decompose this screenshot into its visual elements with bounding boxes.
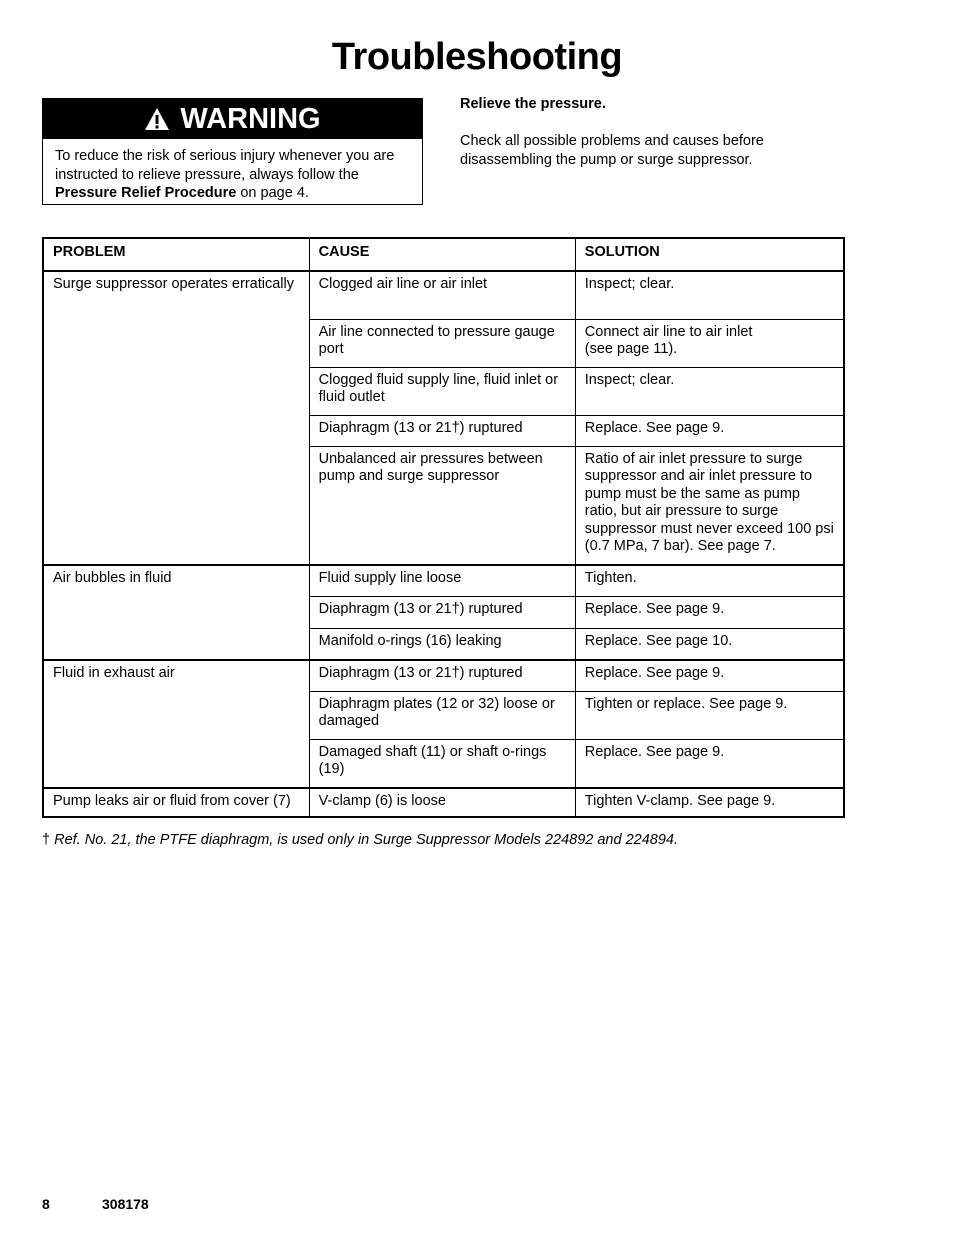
table-row [43, 271, 844, 319]
cause-cell: Manifold o-rings (16) leaking [309, 628, 575, 660]
intro-heading: Relieve the pressure. [460, 96, 606, 112]
pressure-relief-procedure-ref: Pressure Relief Procedure [55, 185, 237, 201]
warning-triangle-icon [144, 107, 170, 131]
intro-section [460, 95, 840, 169]
solution-cell: Replace. See page 10. [575, 628, 844, 660]
table-row [43, 788, 844, 817]
footnote-text: Ref. No. 21, the PTFE diaphragm, is used only in Surge Suppressor Models 224892 and 224894. [54, 832, 678, 848]
solution-cell: Tighten. [575, 565, 844, 596]
footnote-dagger: † [42, 832, 51, 848]
cause-cell: Clogged fluid supply line, fluid inlet or fluid outlet [309, 367, 575, 415]
header-problem: PROBLEM [43, 238, 309, 271]
cause-cell: Diaphragm (13 or 21†) ruptured [309, 415, 575, 446]
warning-box [42, 98, 423, 205]
page-title: Troubleshooting [331, 36, 623, 78]
solution-cell [575, 319, 844, 367]
header-cause: CAUSE [309, 238, 575, 271]
page-footer [42, 1196, 149, 1212]
document-number: 308178 [102, 1196, 149, 1212]
solution-cell: Ratio of air inlet pressure to surge suppressor and air inlet pressure to pump must be the same as pump ratio, but air pressure to surge suppressor must never exceed 100 psi (0.7 MPa, 7 bar). See page 7. [575, 446, 844, 565]
cause-cell: Clogged air line or air inlet [309, 271, 575, 319]
problem-cell: Air bubbles in fluid [43, 565, 309, 660]
solution-cell: Tighten or replace. See page 9. [575, 691, 844, 739]
troubleshooting-table [42, 237, 845, 818]
cause-cell: Air line connected to pressure gauge port [309, 319, 575, 367]
table-row [43, 660, 844, 691]
solution-cell: Replace. See page 9. [575, 739, 844, 788]
warning-text [43, 139, 422, 203]
warning-text-end: on page 4. [236, 185, 309, 201]
solution-text: Connect air line to air inlet (see page 11). [584, 323, 753, 357]
warning-text-start: To reduce the risk of serious injury whenever you are instructed to relieve pressure, always follow the [55, 148, 395, 183]
intro-text: Check all possible problems and causes before disassembling the pump or surge suppressor. [460, 133, 764, 168]
page-number: 8 [42, 1196, 50, 1212]
cause-cell: Unbalanced air pressures between pump and surge suppressor [309, 446, 575, 565]
problem-cell: Fluid in exhaust air [43, 660, 309, 788]
solution-cell: Replace. See page 9. [575, 415, 844, 446]
table-header-row [43, 238, 844, 271]
footnote [42, 832, 678, 848]
header-solution: SOLUTION [575, 238, 844, 271]
solution-cell: Inspect; clear. [575, 271, 844, 319]
solution-cell: Inspect; clear. [575, 367, 844, 415]
problem-cell: Surge suppressor operates erratically [43, 271, 309, 565]
solution-cell: Replace. See page 9. [575, 660, 844, 691]
cause-cell: V-clamp (6) is loose [309, 788, 575, 817]
cause-cell: Damaged shaft (11) or shaft o-rings (19) [309, 739, 575, 788]
cause-cell: Diaphragm (13 or 21†) ruptured [309, 596, 575, 628]
warning-header [43, 99, 422, 139]
cause-cell: Diaphragm (13 or 21†) ruptured [309, 660, 575, 691]
solution-cell: Replace. See page 9. [575, 596, 844, 628]
solution-cell: Tighten V-clamp. See page 9. [575, 788, 844, 817]
cause-cell: Diaphragm plates (12 or 32) loose or damaged [309, 691, 575, 739]
table-row [43, 565, 844, 596]
cause-cell: Fluid supply line loose [309, 565, 575, 596]
problem-cell: Pump leaks air or fluid from cover (7) [43, 788, 309, 817]
warning-label: WARNING [180, 102, 321, 135]
